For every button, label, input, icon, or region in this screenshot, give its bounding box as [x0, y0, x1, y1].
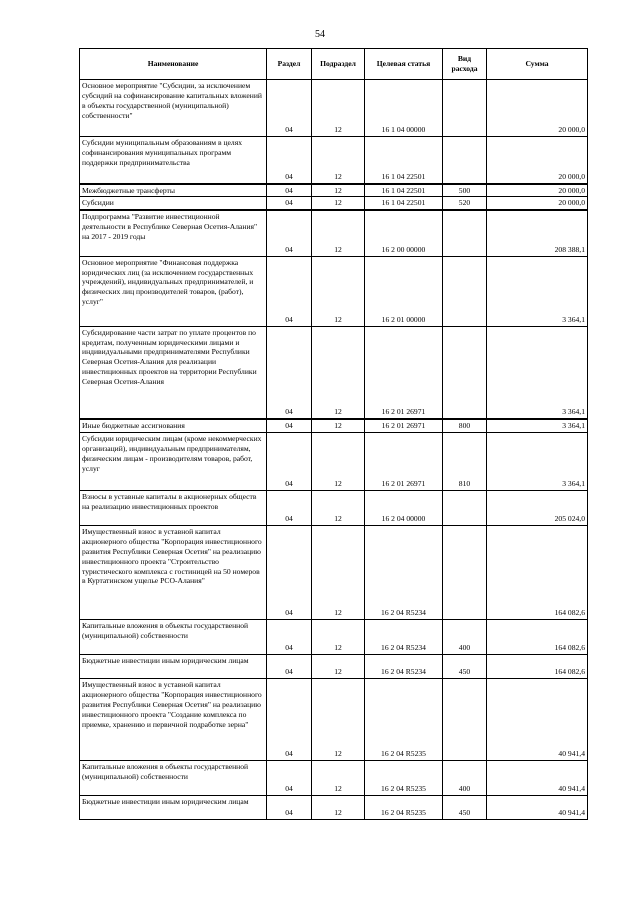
row-summa: 3 364,1 — [487, 326, 588, 419]
row-vid — [443, 80, 487, 137]
row-summa: 205 024,0 — [487, 491, 588, 526]
row-vid: 520 — [443, 197, 487, 210]
page-number: 54 — [315, 29, 325, 40]
row-name: Имущественный взнос в уставной капитал акционерного общества "Корпорация инвестиционного развития Республики Северная Осетия" на реализацию инвестиционного проекта "Создание комплекса по приемке, хранению и первичной подработке зерна" — [80, 679, 267, 761]
row-name: Имущественный взнос в уставной капитал акционерного общества "Корпорация инвестиционного развития Республики Северная Осетия" на реализацию инвестиционного проекта "Строительство туристического комплекса с гостиницей на 50 номеров в Куртатинском ущелье РСО-Алания" — [80, 526, 267, 620]
row-statya: 16 2 04 R5235 — [365, 679, 443, 761]
row-vid: 800 — [443, 419, 487, 432]
table-row — [80, 433, 588, 491]
table-row — [80, 80, 588, 137]
table-row — [80, 419, 588, 432]
table-row — [80, 197, 588, 210]
row-name: Субсидии — [80, 197, 267, 210]
row-summa: 164 082,6 — [487, 526, 588, 620]
row-vid: 500 — [443, 184, 487, 197]
row-name: Основное мероприятие "Субсидии, за исключением субсидий на софинансирование капитальных вложений в объекты государственной (муниципальной) собственности" — [80, 80, 267, 137]
row-vid — [443, 326, 487, 419]
row-name: Субсидирование части затрат по уплате процентов по кредитам, полученным юридическими лицами и индивидуальными предпринимателями Республики Северная Осетия-Алания для реализации инвестиционных проектов на территории Республики Северная Осетия-Алания — [80, 326, 267, 419]
row-name: Субсидии юридическим лицам (кроме некоммерческих организаций), индивидуальным предпринимателям, физическим лицам - производителям товаров, работ, услуг — [80, 433, 267, 491]
row-name: Подпрограмма "Развитие инвестиционной деятельности в Республике Северная Осетия-Алания" на 2017 - 2019 годы — [80, 210, 267, 256]
row-name: Взносы в уставные капиталы в акционерных обществ на реализацию инвестиционных проектов — [80, 491, 267, 526]
table-row — [80, 655, 588, 679]
row-razdel: 04 — [267, 184, 312, 197]
table-row — [80, 620, 588, 655]
header-vid: Вид расхода — [443, 49, 487, 80]
row-razdel: 04 — [267, 80, 312, 137]
row-statya: 16 2 01 26971 — [365, 419, 443, 432]
row-razdel: 04 — [267, 761, 312, 796]
row-statya: 16 2 01 26971 — [365, 326, 443, 419]
row-name: Основное мероприятие "Финансовая поддержка юридических лиц (за исключением государственных учреждений), индивидуальных предпринимателей, и физических лиц производителей товаров, (работ), услуг" — [80, 256, 267, 326]
row-razdel: 04 — [267, 326, 312, 419]
row-podrazdel: 12 — [312, 184, 365, 197]
row-summa: 40 941,4 — [487, 761, 588, 796]
row-summa: 40 941,4 — [487, 796, 588, 820]
row-summa: 3 364,1 — [487, 419, 588, 432]
row-name: Субсидии муниципальным образованиям в целях софинансирования муниципальных программ поддержки предпринимательства — [80, 137, 267, 184]
row-podrazdel: 12 — [312, 491, 365, 526]
row-vid — [443, 137, 487, 184]
row-podrazdel: 12 — [312, 419, 365, 432]
row-podrazdel: 12 — [312, 80, 365, 137]
row-podrazdel: 12 — [312, 655, 365, 679]
row-podrazdel: 12 — [312, 197, 365, 210]
budget-table — [79, 48, 588, 820]
table-row — [80, 326, 588, 419]
row-statya: 16 1 04 00000 — [365, 80, 443, 137]
row-summa: 20 000,0 — [487, 197, 588, 210]
row-vid — [443, 679, 487, 761]
header-podrazdel: Подраздел — [312, 49, 365, 80]
row-razdel: 04 — [267, 256, 312, 326]
row-podrazdel: 12 — [312, 256, 365, 326]
header-statya: Целевая статья — [365, 49, 443, 80]
row-statya: 16 1 04 22501 — [365, 184, 443, 197]
row-podrazdel: 12 — [312, 210, 365, 256]
row-statya: 16 2 04 R5235 — [365, 761, 443, 796]
row-statya: 16 2 04 R5234 — [365, 655, 443, 679]
table-row — [80, 256, 588, 326]
row-statya: 16 2 04 R5234 — [365, 526, 443, 620]
row-vid — [443, 526, 487, 620]
row-name: Бюджетные инвестиции иным юридическим лицам — [80, 655, 267, 679]
row-name: Межбюджетные трансферты — [80, 184, 267, 197]
row-summa: 20 000,0 — [487, 184, 588, 197]
row-podrazdel: 12 — [312, 433, 365, 491]
row-razdel: 04 — [267, 526, 312, 620]
header-row — [80, 49, 588, 80]
table-row — [80, 796, 588, 820]
row-name: Капитальные вложения в объекты государственной (муниципальной) собственности — [80, 620, 267, 655]
row-vid: 400 — [443, 761, 487, 796]
row-statya: 16 2 01 26971 — [365, 433, 443, 491]
row-summa: 208 388,1 — [487, 210, 588, 256]
row-name: Капитальные вложения в объекты государственной (муниципальной) собственности — [80, 761, 267, 796]
header-razdel: Раздел — [267, 49, 312, 80]
row-razdel: 04 — [267, 419, 312, 432]
row-razdel: 04 — [267, 655, 312, 679]
row-statya: 16 2 04 R5234 — [365, 620, 443, 655]
row-vid — [443, 256, 487, 326]
row-podrazdel: 12 — [312, 326, 365, 419]
row-name: Бюджетные инвестиции иным юридическим лицам — [80, 796, 267, 820]
row-podrazdel: 12 — [312, 620, 365, 655]
row-vid: 450 — [443, 655, 487, 679]
row-statya: 16 1 04 22501 — [365, 137, 443, 184]
header-name: Наименование — [80, 49, 267, 80]
row-razdel: 04 — [267, 197, 312, 210]
table-row — [80, 679, 588, 761]
row-summa: 3 364,1 — [487, 433, 588, 491]
row-statya: 16 2 04 R5235 — [365, 796, 443, 820]
row-statya: 16 2 01 00000 — [365, 256, 443, 326]
table-row — [80, 137, 588, 184]
row-podrazdel: 12 — [312, 679, 365, 761]
row-razdel: 04 — [267, 796, 312, 820]
row-podrazdel: 12 — [312, 526, 365, 620]
row-statya: 16 1 04 22501 — [365, 197, 443, 210]
table-row — [80, 184, 588, 197]
row-summa: 20 000,0 — [487, 80, 588, 137]
row-vid: 400 — [443, 620, 487, 655]
row-vid: 810 — [443, 433, 487, 491]
table-row — [80, 526, 588, 620]
row-summa: 20 000,0 — [487, 137, 588, 184]
row-razdel: 04 — [267, 433, 312, 491]
row-razdel: 04 — [267, 210, 312, 256]
row-vid — [443, 210, 487, 256]
row-razdel: 04 — [267, 137, 312, 184]
row-statya: 16 2 00 00000 — [365, 210, 443, 256]
row-name: Иные бюджетные ассигнования — [80, 419, 267, 432]
row-summa: 3 364,1 — [487, 256, 588, 326]
header-summa: Сумма — [487, 49, 588, 80]
row-summa: 40 941,4 — [487, 679, 588, 761]
row-statya: 16 2 04 00000 — [365, 491, 443, 526]
row-summa: 164 082,6 — [487, 620, 588, 655]
row-razdel: 04 — [267, 679, 312, 761]
table-row — [80, 491, 588, 526]
row-razdel: 04 — [267, 491, 312, 526]
row-summa: 164 082,6 — [487, 655, 588, 679]
row-podrazdel: 12 — [312, 761, 365, 796]
row-vid — [443, 491, 487, 526]
table-row — [80, 210, 588, 256]
row-podrazdel: 12 — [312, 796, 365, 820]
row-razdel: 04 — [267, 620, 312, 655]
table-row — [80, 761, 588, 796]
row-vid: 450 — [443, 796, 487, 820]
row-podrazdel: 12 — [312, 137, 365, 184]
